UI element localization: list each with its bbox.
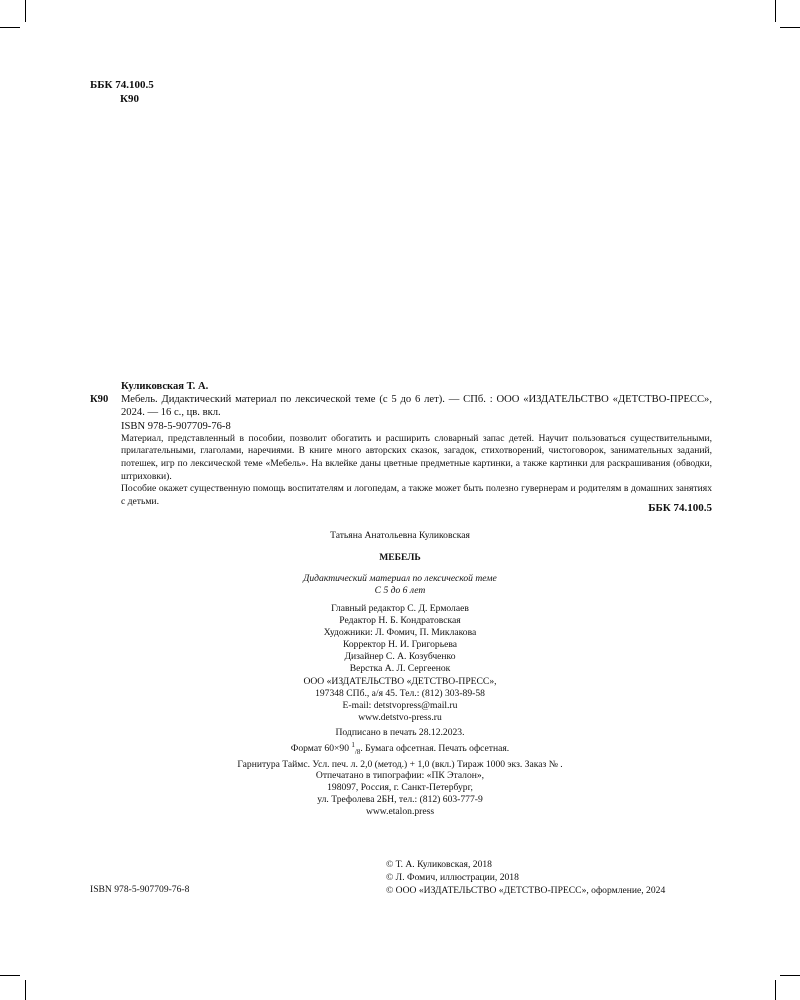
format-prefix: Формат 60×90 <box>290 743 352 755</box>
subtitle-line-1: Дидактический материал по лексической теме <box>303 573 497 584</box>
crop-mark-bottom-right <box>775 980 776 1000</box>
catalog-card <box>90 380 712 514</box>
author-mark: К90 <box>120 93 139 105</box>
crop-mark-top-right <box>775 0 776 22</box>
catalog-bbk: ББК 74.100.5 <box>648 502 712 514</box>
catalog-mark: К90 <box>90 394 109 406</box>
printer-city: 198097, Россия, г. Санкт-Петербург, <box>327 782 473 793</box>
staff-designer: Дизайнер С. А. Козубченко <box>344 651 456 662</box>
printer-info <box>200 770 600 818</box>
publisher-info <box>200 676 600 724</box>
crop-mark-right-top <box>780 27 800 28</box>
book-title-text: МЕБЕЛЬ <box>379 552 421 563</box>
crop-mark-top-left <box>25 0 26 22</box>
author-full-name-text: Татьяна Анатольевна Куликовская <box>330 530 470 541</box>
staff-layout: Верстка А. Л. Сергеенок <box>349 663 451 674</box>
annotation-paragraph-1: Материал, представленный в пособии, позволит обогатить и расширить словарный запас детей. Научит пользоваться существительными, прилагательными, глаголами, наречиями. В книге много авторских сказок, загадок, стихотворений, чистоговорок, занимательных заданий, потешек, игр по лексической теме «Мебель». На вклейке даны цветные предметные картинки, а также картинки для раскрашивания (обводки, штриховки). <box>121 432 712 482</box>
subtitle-line-2: С 5 до 6 лет <box>374 584 426 596</box>
publisher-name: ООО «ИЗДАТЕЛЬСТВО «ДЕТСТВО-ПРЕСС», <box>303 676 497 687</box>
format-line <box>200 739 600 759</box>
catalog-annotation <box>90 433 712 509</box>
catalog-author: Куликовская Т. А. <box>121 381 209 392</box>
printing-details <box>200 727 600 771</box>
publisher-website: www.detstvo-press.ru <box>358 712 442 723</box>
staff-list <box>200 603 600 675</box>
signed-date: Подписано в печать 28.12.2023. <box>335 727 465 738</box>
format-sub: /8 <box>354 748 361 757</box>
publisher-address: 197348 СПб., а/я 45. Тел.: (812) 303-89-58 <box>315 688 485 699</box>
bbk-code: ББК 74.100.5 <box>90 79 154 91</box>
publisher-email: E-mail: detstvopress@mail.ru <box>342 700 458 711</box>
printer-name: Отпечатано в типографии: «ПК Эталон», <box>315 770 485 781</box>
crop-mark-right-bottom <box>780 975 800 976</box>
book-title <box>200 552 600 563</box>
printer-website: www.etalon.press <box>365 806 435 817</box>
format-sup: 1 <box>351 741 355 750</box>
crop-mark-left-bottom <box>0 975 20 976</box>
crop-mark-left-top <box>0 27 20 28</box>
staff-artists: Художники: Л. Фомич, П. Миклакова <box>323 627 477 638</box>
copyright-publisher: © ООО «ИЗДАТЕЛЬСТВО «ДЕТСТВО-ПРЕСС», оформление, 2024 <box>386 885 666 896</box>
copyright-illustrations: © Л. Фомич, иллюстрации, 2018 <box>386 872 519 883</box>
copyright-block <box>386 858 665 897</box>
staff-editor: Редактор Н. Б. Кондратовская <box>339 615 461 626</box>
catalog-isbn: ISBN 978-5-907709-76-8 <box>121 420 231 432</box>
book-subtitle <box>200 573 600 596</box>
printer-address: ул. Трефолева 2БН, тел.: (812) 603-777-9 <box>317 794 483 805</box>
staff-proofreader: Корректор Н. И. Григорьева <box>342 639 458 650</box>
format-suffix: . Бумага офсетная. Печать офсетная. <box>360 743 510 755</box>
isbn-bottom: ISBN 978-5-907709-76-8 <box>90 884 190 895</box>
typeset-info: Гарнитура Таймс. Усл. печ. л. 2,0 (метод.) + 1,0 (вкл.) Тираж 1000 экз. Заказ № . <box>237 758 563 770</box>
crop-mark-bottom-left <box>25 980 26 1000</box>
bbk-index-top <box>90 78 154 106</box>
catalog-record-row <box>90 393 712 419</box>
catalog-record: Мебель. Дидактический материал по лексической теме (с 5 до 6 лет). — СПб. : ООО «ИЗДАТЕЛЬСТВО «ДЕТСТВО-ПРЕСС», 2024. — 16 с., цв. вкл. <box>121 394 712 419</box>
copyright-author: © Т. А. Куликовская, 2018 <box>386 859 492 870</box>
staff-chief-editor: Главный редактор С. Д. Ермолаев <box>331 603 469 614</box>
annotation-paragraph-2: Пособие окажет существенную помощь воспитателям и логопедам, а также может быть полезно гувернерам и родителям в домашних занятиях с детьми. <box>121 483 712 507</box>
author-full-name <box>200 530 600 541</box>
